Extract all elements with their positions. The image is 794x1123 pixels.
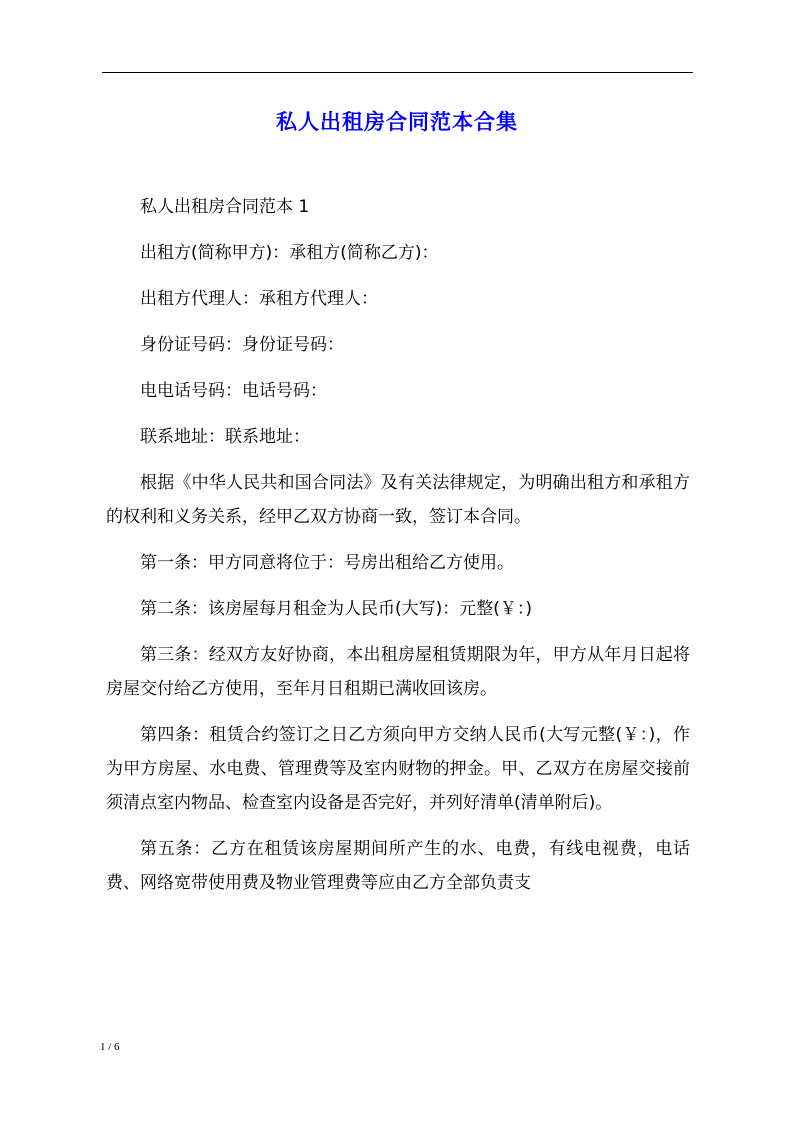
paragraph-phone-numbers: 电电话号码：电话号码： [140, 381, 327, 401]
paragraph-article-3: 第三条：经双方友好协商，本出租房屋租赁期限为年，甲方从年月日起将房屋交付给乙方使用，至年月日租期已满收回该房。 [106, 645, 690, 699]
header-rule [102, 72, 693, 73]
paragraph-preamble: 根据《中华人民共和国合同法》及有关法律规定，为明确出租方和承租方的权利和义务关系，经甲乙双方协商一致，签订本合同。 [106, 473, 690, 527]
paragraph-contract-heading: 私人出租房合同范本 1 [140, 197, 310, 217]
document-body [106, 190, 690, 912]
paragraph-article-4: 第四条：租赁合约签订之日乙方须向甲方交纳人民币(大写元整(￥：)，作为甲方房屋、水电费、管理费等及室内财物的押金。甲、乙双方在房屋交接前须清点室内物品、检查室内设备是否完好，并列好清单(清单附后)。 [106, 725, 690, 813]
paragraph-agents: 出租方代理人：承租方代理人： [140, 289, 378, 309]
paragraph-parties: 出租方(简称甲方)：承租方(简称乙方)： [140, 243, 439, 263]
paragraph-article-1: 第一条：甲方同意将位于：号房出租给乙方使用。 [140, 553, 514, 573]
paragraph-addresses: 联系地址：联系地址： [140, 427, 310, 447]
document-title: 私人出租房合同范本合集 [276, 110, 518, 134]
paragraph-article-5: 第五条：乙方在租赁该房屋期间所产生的水、电费，有线电视费，电话费、网络宽带使用费及物业管理费等应由乙方全部负责支 [106, 839, 690, 893]
paragraph-id-numbers: 身份证号码：身份证号码： [140, 335, 344, 355]
paragraph-article-2: 第二条：该房屋每月租金为人民币(大写)：元整(￥：) [140, 599, 533, 619]
page-number: 1 / 6 [100, 1041, 120, 1053]
